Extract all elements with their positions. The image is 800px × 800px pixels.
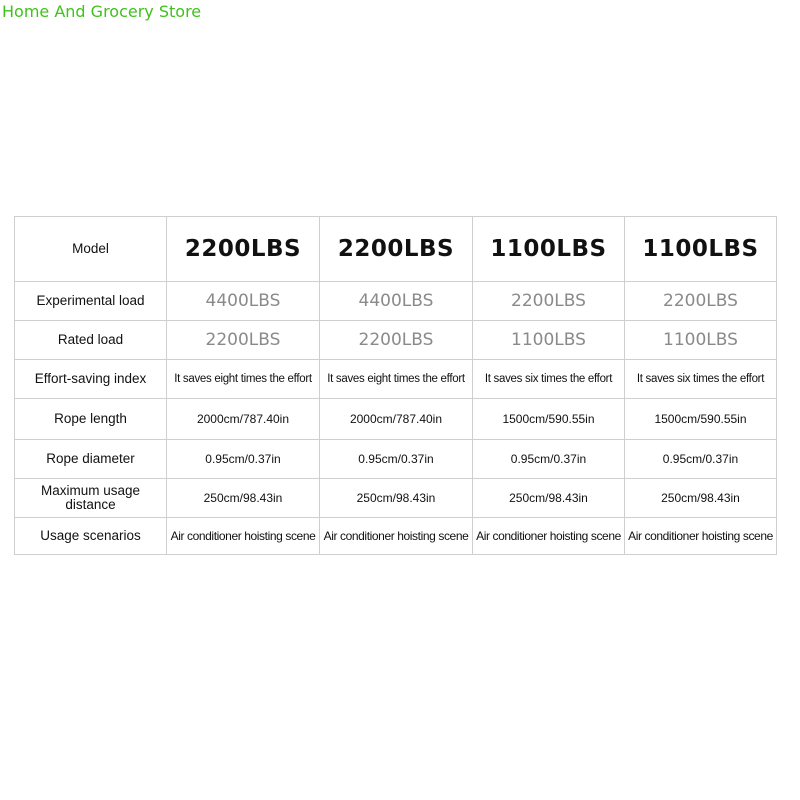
rated-load-value: 2200LBS (320, 321, 473, 360)
usage-distance-value: 250cm/98.43in (167, 479, 320, 518)
usage-distance-value: 250cm/98.43in (625, 479, 777, 518)
table-row-rope-diameter (15, 440, 777, 479)
model-value: 1100LBS (473, 217, 625, 282)
experimental-load-value: 4400LBS (167, 282, 320, 321)
rope-diameter-value: 0.95cm/0.37in (473, 440, 625, 479)
rope-length-value: 1500cm/590.55in (625, 399, 777, 440)
effort-saving-value: It saves eight times the effort (320, 360, 473, 399)
row-label-line: Maximum usage (40, 483, 141, 498)
table-row-rope-length (15, 399, 777, 440)
effort-saving-value: It saves six times the effort (473, 360, 625, 399)
rope-diameter-value: 0.95cm/0.37in (167, 440, 320, 479)
row-label-line: distance (65, 497, 116, 512)
usage-scenario-value: Air conditioner hoisting scene (473, 518, 625, 555)
rated-load-value: 1100LBS (473, 321, 625, 360)
table-row-effort-saving-index (15, 360, 777, 399)
table-row-rated-load (15, 321, 777, 360)
usage-distance-value: 250cm/98.43in (320, 479, 473, 518)
model-value: 2200LBS (320, 217, 473, 282)
row-label-effort-saving-index: Effort-saving index (15, 360, 167, 399)
row-label-maximum-usage-distance (15, 479, 167, 518)
usage-scenario-value: Air conditioner hoisting scene (320, 518, 473, 555)
table-row-model (15, 217, 777, 282)
row-label-model: Model (15, 217, 167, 282)
model-value: 2200LBS (167, 217, 320, 282)
rope-length-value: 2000cm/787.40in (167, 399, 320, 440)
usage-scenario-value: Air conditioner hoisting scene (625, 518, 777, 555)
row-label-usage-scenarios: Usage scenarios (15, 518, 167, 555)
rope-length-value: 1500cm/590.55in (473, 399, 625, 440)
experimental-load-value: 2200LBS (625, 282, 777, 321)
effort-saving-value: It saves eight times the effort (167, 360, 320, 399)
row-label-experimental-load: Experimental load (15, 282, 167, 321)
table-row-experimental-load (15, 282, 777, 321)
model-value: 1100LBS (625, 217, 777, 282)
effort-saving-value: It saves six times the effort (625, 360, 777, 399)
rope-length-value: 2000cm/787.40in (320, 399, 473, 440)
table-row-maximum-usage-distance (15, 479, 777, 518)
row-label-rope-length: Rope length (15, 399, 167, 440)
row-label-rope-diameter: Rope diameter (15, 440, 167, 479)
store-watermark: Home And Grocery Store (2, 2, 202, 21)
usage-distance-value: 250cm/98.43in (473, 479, 625, 518)
rated-load-value: 1100LBS (625, 321, 777, 360)
row-label-rated-load: Rated load (15, 321, 167, 360)
usage-scenario-value: Air conditioner hoisting scene (167, 518, 320, 555)
experimental-load-value: 4400LBS (320, 282, 473, 321)
experimental-load-value: 2200LBS (473, 282, 625, 321)
table-row-usage-scenarios (15, 518, 777, 555)
rated-load-value: 2200LBS (167, 321, 320, 360)
rope-diameter-value: 0.95cm/0.37in (320, 440, 473, 479)
rope-diameter-value: 0.95cm/0.37in (625, 440, 777, 479)
spec-table (14, 216, 777, 555)
